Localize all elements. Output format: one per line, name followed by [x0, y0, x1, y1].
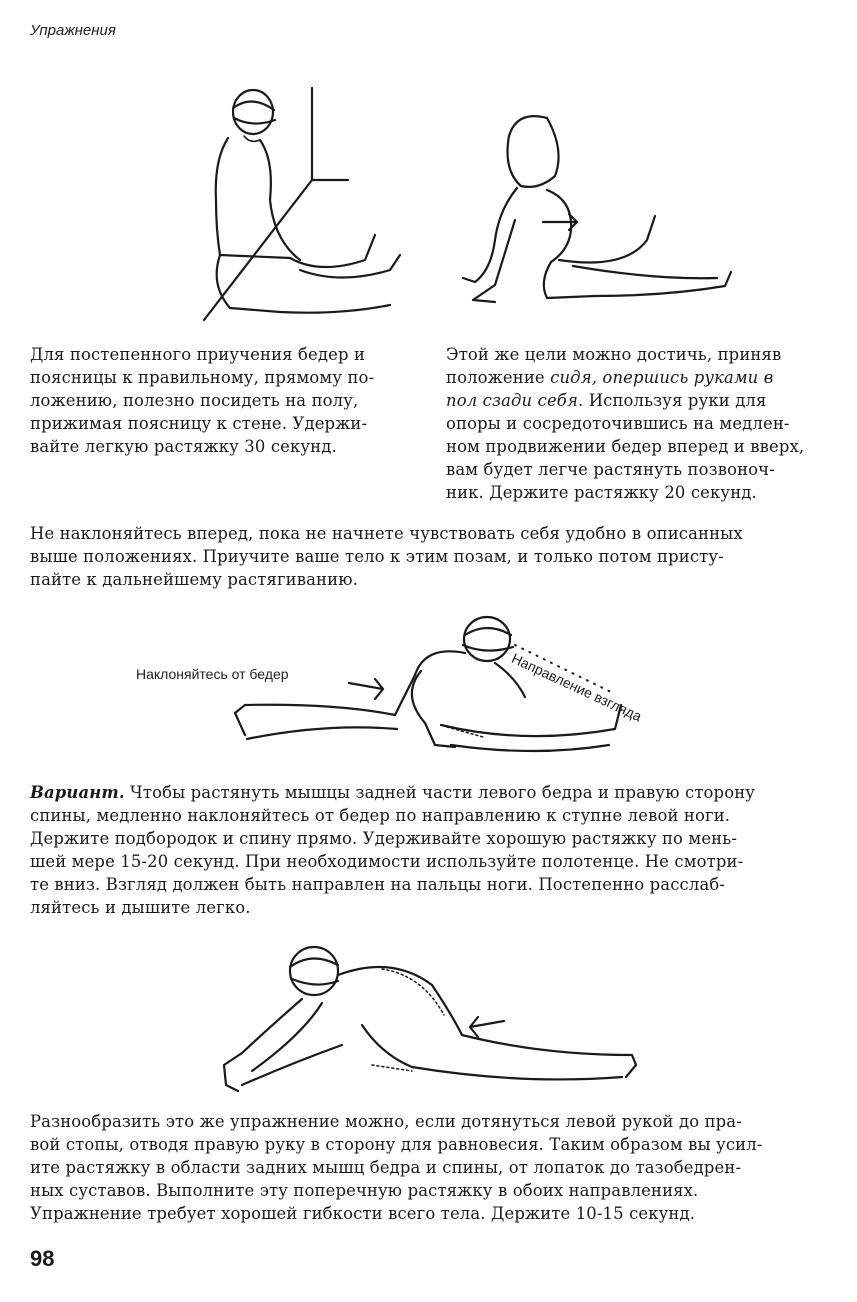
- paragraph-caution: Не наклоняйтесь вперед, пока не начнете чувствовать себя удобно в описанных выше положениях. Приучите ваше тело к этим позам, и только потом присту- пайте к дальнейшему растягиванию.: [30, 524, 743, 589]
- page-number: 98: [30, 1246, 55, 1271]
- figure-hands-behind: [455, 110, 740, 320]
- section-header: Упражнения: [30, 22, 116, 39]
- paragraph-variant: Вариант. Чтобы растянуть мышцы задней части левого бедра и правую сторону спины, медленно наклоняйтесь от бедер по направлению к ступне левой ноги. Держите подбородок и спину прямо. Удерживайте хорошую растяжку по мень- шей мере 15-20 секунд. При необходимости используйте полотенце. Не смотри- те вниз. Взгляд должен быть направлен на пальцы ноги. Постепенно расслаб- ляйтесь и дышите легко.: [30, 783, 756, 917]
- figure-wall-sit: [190, 80, 405, 325]
- figure-reach-right: [225, 605, 645, 770]
- paragraph-cross-stretch: Разнообразить это же упражнение можно, если дотянуться левой рукой до пра- вой стопы, отводя правую руку в сторону для равновесия. Таким образом вы усил- ите растяжку в области задних мышц бедра и спины, от лопаток до тазобедрен- ных суставов. Выполните эту поперечную растяжку в обоих направлениях. Упражнение требует хорошей гибкости всего тела. Держите 10-15 секунд.: [30, 1112, 763, 1223]
- paragraph-hands-behind: Этой же цели можно достичь, приняв положение сидя, опершись руками в пол сзади себя. Используя руки для опоры и сосредоточившись на медлен- ном продвижении бедер вперед и вверх, вам будет легче растянуть позвоноч- ник. Держите растяжку 20 секунд.: [446, 345, 805, 502]
- figure-reach-left: [212, 935, 642, 1100]
- paragraph-wall-sit: Для постепенного приучения бедер и поясницы к правильному, прямому по- ложению, полезно посидеть на полу, прижимая поясницу к стене. Удержи- вайте легкую растяжку 30 секунд.: [30, 345, 375, 456]
- label-gaze-direction: Направление взгляда: [509, 650, 645, 725]
- label-bend-from-hips: Наклоняйтесь от бедер: [136, 666, 289, 682]
